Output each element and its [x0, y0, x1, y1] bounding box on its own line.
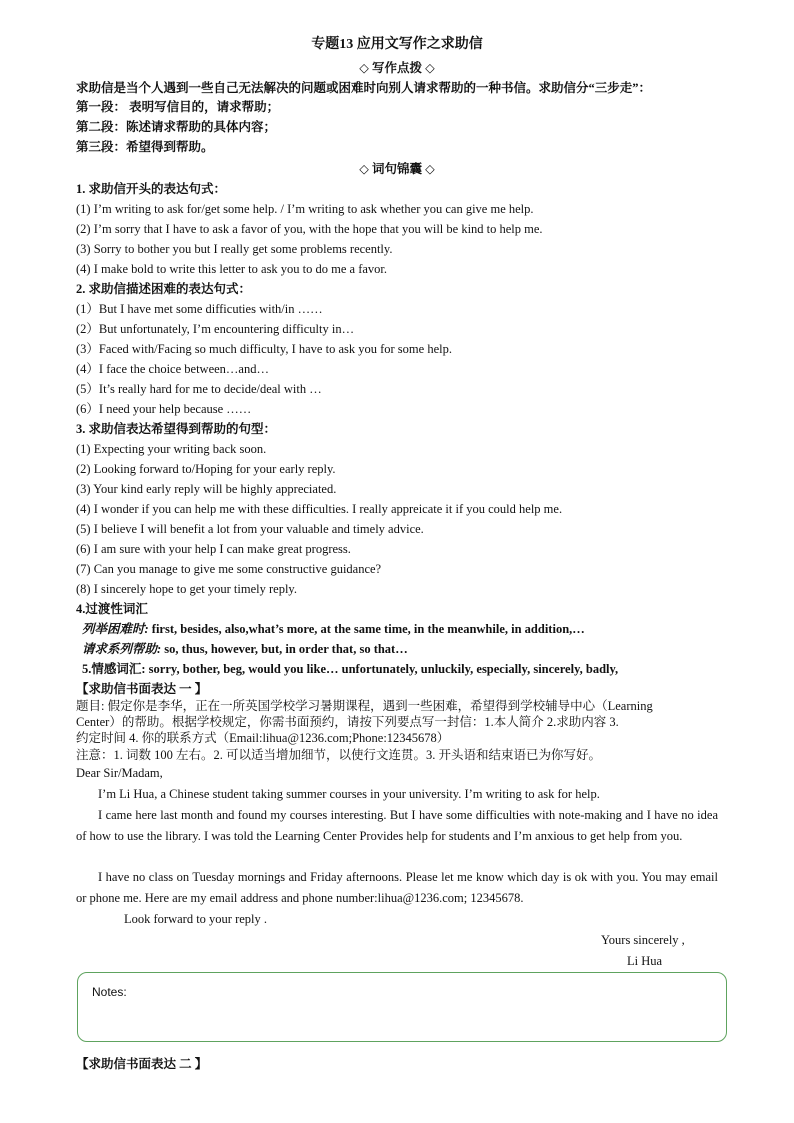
task1-prompt-line: 题目: 假定你是李华，正在一所英国学校学习暑期课程，遇到一些困难，希望得到学校辅导中心（Learning [76, 699, 653, 713]
part2-heading: 2. 求助信描述困难的表达句式： [76, 282, 252, 296]
section-heading-writing-tips: ◇ 写作点拨 ◇ [359, 61, 435, 75]
task2-heading: 【求助信书面表达 二 】 [76, 1057, 208, 1071]
part1-item: (4) I make bold to write this letter to ask you to do me a favor. [76, 262, 388, 276]
part3-item: (8) I sincerely hope to get your timely reply. [76, 582, 297, 596]
part4-line-2 [82, 641, 408, 657]
notes-label: Notes: [92, 985, 127, 999]
part3-item: (6) I am sure with your help I can make great progress. [76, 542, 351, 556]
part2-item: (1）But I have met some difficuties with/in …… [76, 302, 323, 316]
part3-item: (4) I wonder if you can help me with these difficulties. I really appreicate it if you could help me. [76, 502, 563, 516]
task1-prompt-line: 约定时间 4. 你的联系方式（Email:lihua@1236.com;Phone:12345678） [76, 731, 450, 745]
letter-paragraph: I came here last month and found my courses interesting. But I have some difficulties with note-making and I have no idea of how to use the library. I was told the Learning Center Provides help for students and I’m anxious to get help from you. [76, 808, 718, 843]
page-title: 专题13 应用文写作之求助信 [311, 37, 483, 52]
step-2: 第二段：陈述请求帮助的具体内容； [76, 120, 277, 134]
part3-item: (1) Expecting your writing back soon. [76, 442, 267, 456]
part2-item: (5）It’s really hard for me to decide/deal with … [76, 382, 322, 396]
intro-text: 求助信是当个人遇到一些自己无法解决的问题或困难时向别人请求帮助的一种书信。求助信分“三步走”： [76, 81, 652, 95]
letter-salutation: Dear Sir/Madam, [76, 766, 163, 780]
part4-line-2-label: 请求系列帮助: [82, 642, 162, 656]
letter-paragraph: I’m Li Hua, a Chinese student taking summer courses in your university. I’m writing to ask for help. [98, 787, 600, 801]
part3-item: (5) I believe I will benefit a lot from your valuable and timely advice. [76, 522, 424, 536]
part2-item: (4）I face the choice between…and… [76, 362, 269, 376]
part3-heading: 3. 求助信表达希望得到帮助的句型： [76, 422, 277, 436]
part5-text: sorry, bother, beg, would you like… unfortunately, unluckily, especially, sincerely, badly, [145, 662, 619, 676]
part1-item: (2) I’m sorry that I have to ask a favor of you, with the hope that you will be kind to help me. [76, 222, 543, 236]
part1-item: (1) I’m writing to ask for/get some help. / I’m writing to ask whether you can give me help. [76, 202, 534, 216]
step-1: 第一段： 表明写信目的，请求帮助； [76, 100, 280, 114]
part3-item: (2) Looking forward to/Hoping for your early reply. [76, 462, 336, 476]
part4-heading: 4.过渡性词汇 [76, 602, 148, 616]
task1-heading: 【求助信书面表达 一 】 [76, 682, 208, 696]
letter-closing-line: Look forward to your reply . [124, 912, 268, 926]
section-heading-phrases: ◇ 词句锦囊 ◇ [359, 162, 435, 176]
step-3: 第三段：希望得到帮助。 [76, 140, 214, 154]
part1-heading: 1. 求助信开头的表达句式： [76, 182, 227, 196]
part2-item: (2）But unfortunately, I’m encountering difficulty in… [76, 322, 355, 336]
task1-prompt-line: Center）的帮助。根据学校规定，你需书面预约，请按下列要点写一封信：1.本人简介 2.求助内容 3. [76, 715, 619, 729]
task1-prompt-line: 注意：1. 词数 100 左右。2. 可以适当增加细节，以使行文连贯。3. 开头语和结束语已为你写好。 [76, 748, 602, 762]
part4-line-1-label: 列举困难时: [82, 622, 149, 636]
letter-paragraph: I have no class on Tuesday mornings and Friday afternoons. Please let me know which day is ok with you. You may email or phone me. Here are my email address and phone number:lihua@1236.com; 12345678. [76, 870, 718, 905]
part2-item: (3）Faced with/Facing so much difficulty, I have to ask you for some help. [76, 342, 452, 356]
part1-item: (3) Sorry to bother you but I really get some problems recently. [76, 242, 393, 256]
part4-line-1 [82, 621, 585, 637]
part3-item: (7) Can you manage to give me some constructive guidance? [76, 562, 382, 576]
part4-line-1-text: first, besides, also,what’s more, at the same time, in the meanwhile, in addition,… [148, 622, 585, 636]
part5-label: 5.情感词汇: [82, 662, 146, 676]
part5-line [82, 661, 618, 677]
part3-item: (3) Your kind early reply will be highly appreciated. [76, 482, 337, 496]
part2-item: (6）I need your help because …… [76, 402, 252, 416]
part4-line-2-text: so, thus, however, but, in order that, so that… [161, 642, 408, 656]
letter-sign-off: Yours sincerely , [601, 933, 685, 947]
notes-box [77, 972, 727, 1042]
letter-signature: Li Hua [627, 954, 663, 968]
